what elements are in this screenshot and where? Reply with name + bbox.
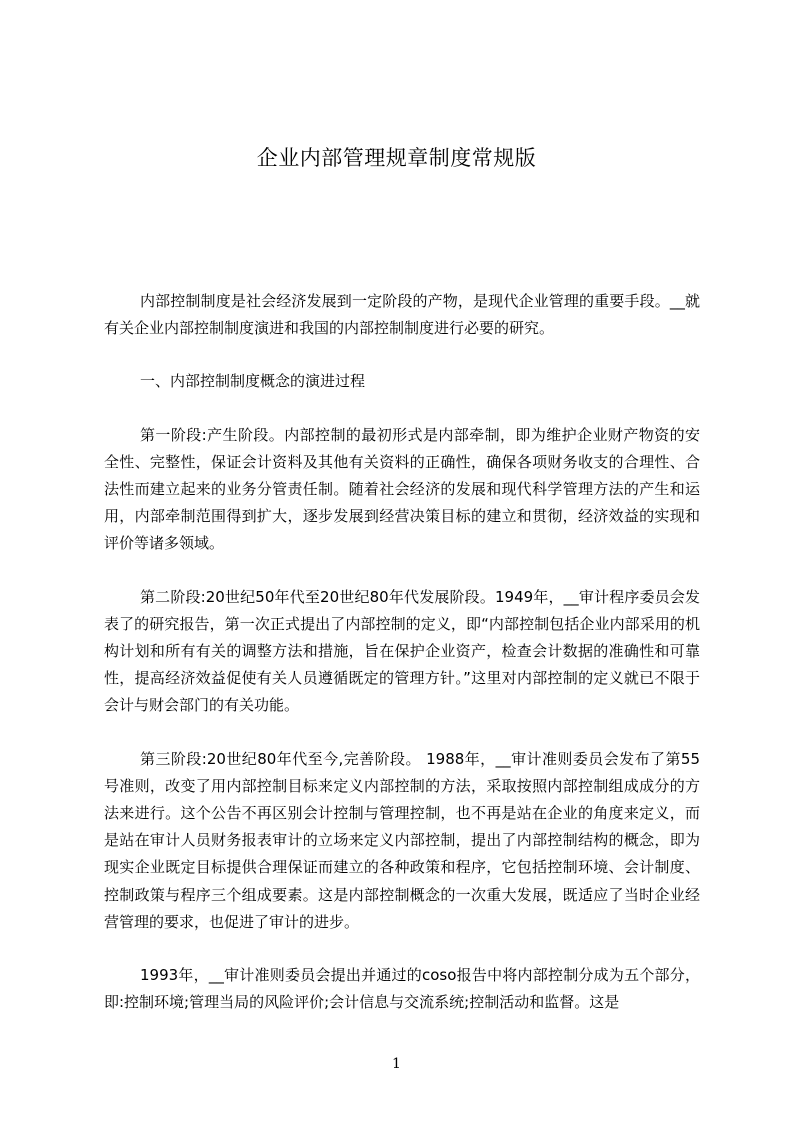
stage-two-paragraph: 第二阶段:20世纪50年代至20世纪80年代发展阶段。1949年，__审计程序委员会发表了的研究报告，第一次正式提出了内部控制的定义，即“内部控制包括企业内部采用的机构计划和所有有关的调整方法和措施，旨在保护企业资产，检查会计数据的准确性和可靠性，提高经济效益促使有关人员遵循既定的管理方针。”这里对内部控制的定义就已不限于会计与财会部门的有关功能。 <box>104 587 700 715</box>
page-number: 1 <box>392 1056 401 1072</box>
intro-paragraph: 内部控制制度是社会经济发展到一定阶段的产物，是现代企业管理的重要手段。__就有关企业内部控制制度演进和我国的内部控制制度进行必要的研究。 <box>104 292 700 338</box>
paragraph-gap <box>104 396 700 422</box>
stage-one-paragraph: 第一阶段:产生阶段。内部控制的最初形式是内部牵制，即为维护企业财产物资的安全性、完整性，保证会计资料及其他有关资料的正确性，确保各项财务收支的合理性、合法性而建立起来的业务分管责任制。随着社会经济的发展和现代科学管理方法的产生和运用，内部牵制范围得到扩大，逐步发展到经营决策目标的建立和贯彻，经济效益的实现和评价等诸多领域。 <box>104 425 700 553</box>
paragraph-gap <box>104 342 700 368</box>
paragraph-gap <box>104 936 700 962</box>
paragraph-gap <box>104 720 700 746</box>
stage-three-paragraph: 第三阶段:20世纪80年代至今,完善阶段。 1988年，__审计准则委员会发布了第55号准则，改变了用内部控制目标来定义内部控制的方法，采取按照内部控制组成成分的方法来进行。这个公告不再区别会计控制与管理控制，也不再是站在企业的角度来定义，而是站在审计人员财务报表审计的立场来定义内部控制，提出了内部控制结构的概念，即为现实企业既定目标提供合理保证而建立的各种政策和程序，它包括控制环境、会计制度、控制政策与程序三个组成要素。这是内部控制概念的一次重大发展，既适应了当时企业经营管理的要求，也促进了审计的进步。 <box>104 749 700 931</box>
section-heading: 一、内部控制制度概念的演进过程 <box>140 372 366 391</box>
coso-paragraph: 1993年，__审计准则委员会提出并通过的coso报告中将内部控制分成为五个部分，即:控制环境;管理当局的风险评价;会计信息与交流系统;控制活动和监督。这是 <box>104 966 700 1012</box>
paragraph-gap <box>104 558 700 584</box>
document-body <box>104 288 700 1016</box>
document-title: 企业内部管理规章制度常规版 <box>256 146 537 170</box>
